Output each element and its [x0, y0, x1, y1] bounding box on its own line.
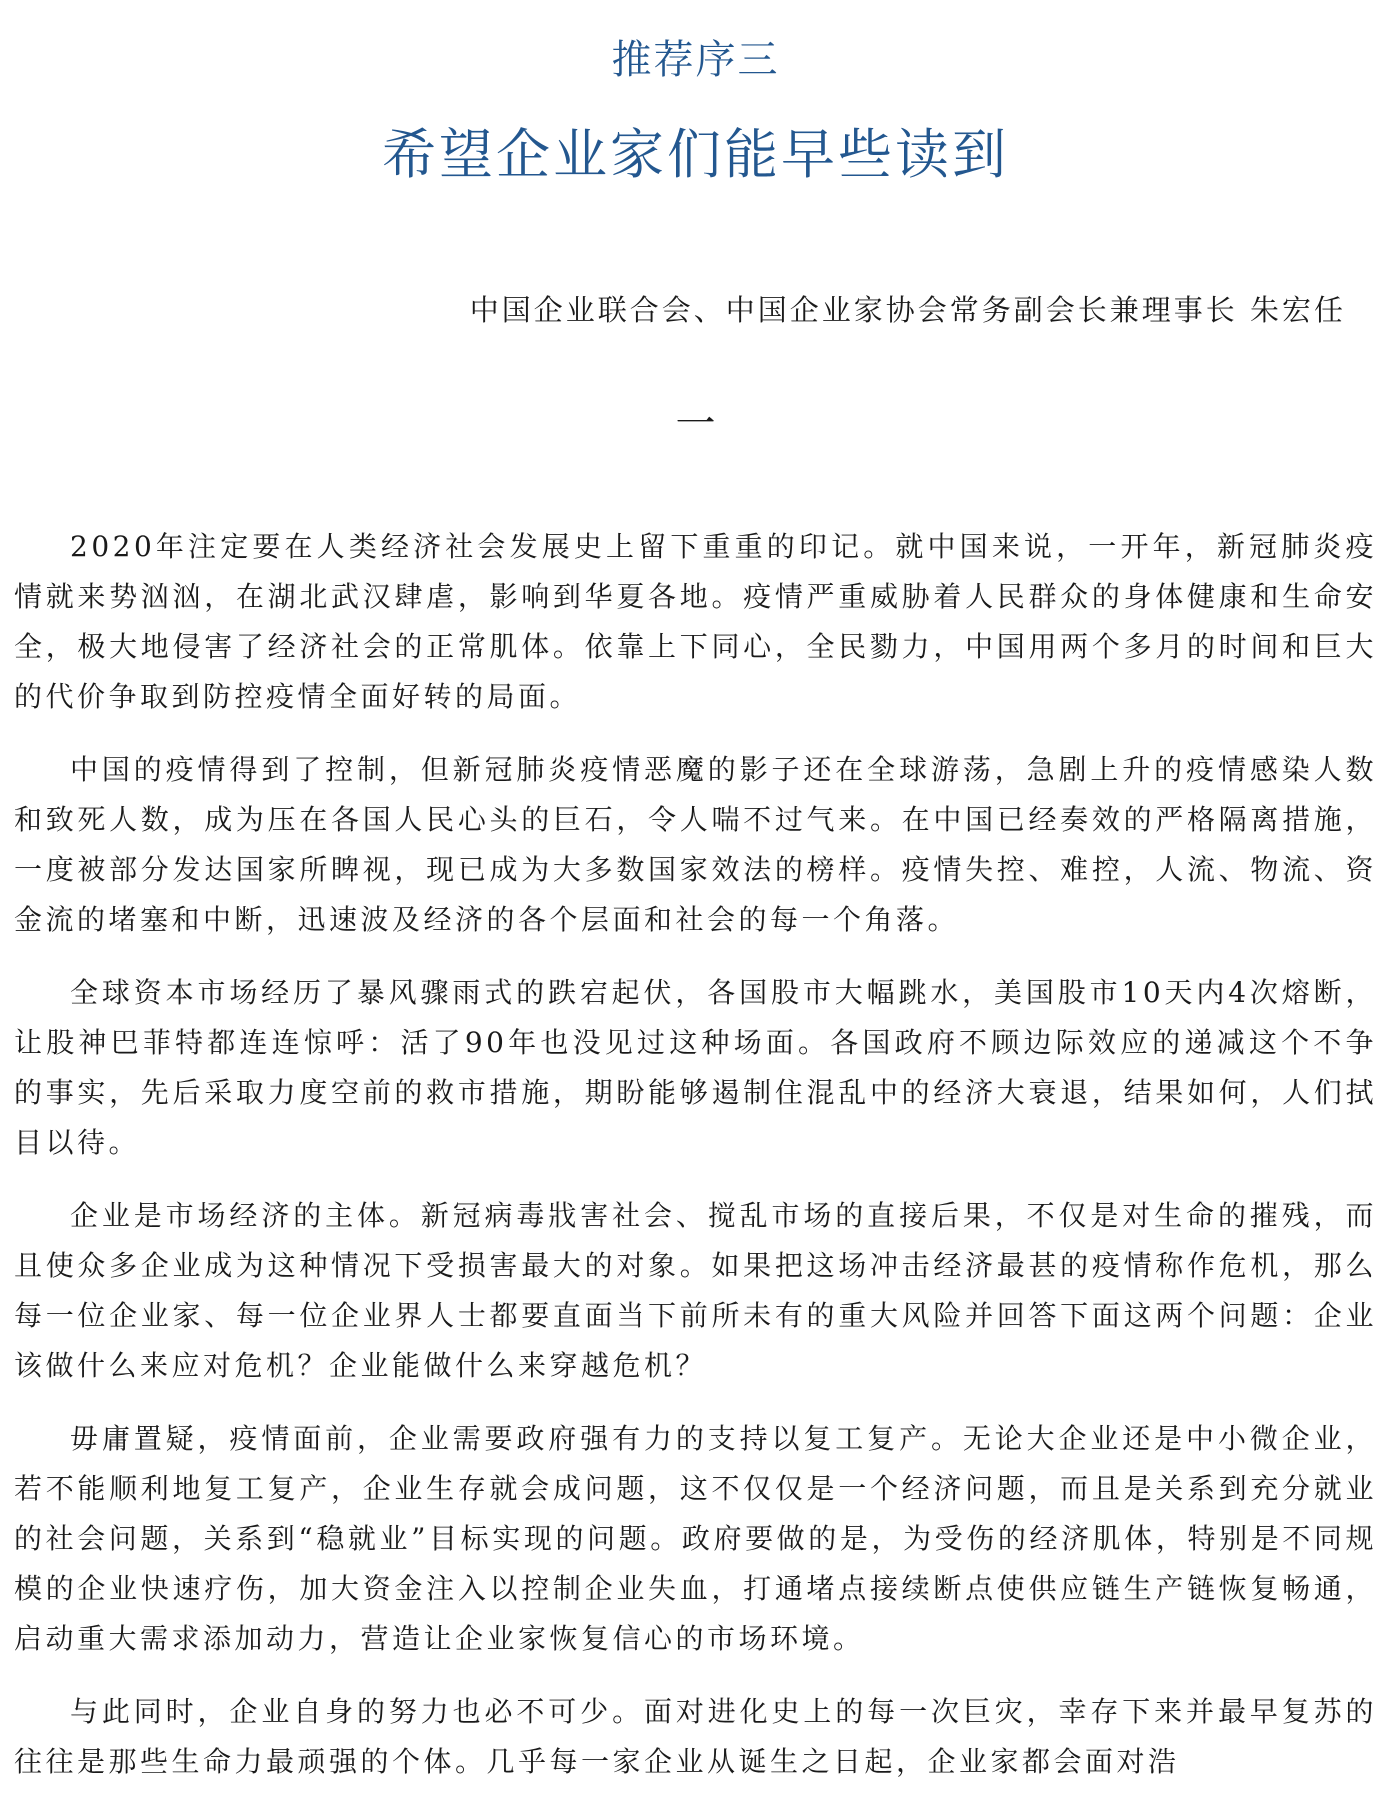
paragraph: 毋庸置疑，疫情面前，企业需要政府强有力的支持以复工复产。无论大企业还是中小微企业，若不能顺利地复工复产，企业生存就会成问题，这不仅仅是一个经济问题，而且是关系到充分就业的社会问题，关系到“稳就业”目标实现的问题。政府要做的是，为受伤的经济肌体，特别是不同规模的企业快速疗伤，加大资金注入以控制企业失血，打通堵点接续断点使供应链生产链恢复畅通，启动重大需求添加动力，营造让企业家恢复信心的市场环境。 — [14, 1422, 1377, 1655]
body-text — [14, 522, 1377, 1810]
paragraph: 企业是市场经济的主体。新冠病毒戕害社会、搅乱市场的直接后果，不仅是对生命的摧残，而且使众多企业成为这种情况下受损害最大的对象。如果把这场冲击经济最甚的疫情称作危机，那么每一位企业家、每一位企业界人士都要直面当下前所未有的重大风险并回答下面这两个问题：企业该做什么来应对危机？企业能做什么来穿越危机？ — [14, 1199, 1377, 1382]
section-number: 一 — [675, 401, 716, 447]
preface-label: 推荐序三 — [611, 37, 780, 83]
paragraph: 与此同时，企业自身的努力也必不可少。面对进化史上的每一次巨灾，幸存下来并最早复苏的往往是那些生命力最顽强的个体。几乎每一家企业从诞生之日起，企业家都会面对浩 — [14, 1695, 1377, 1778]
author-byline: 中国企业联合会、中国企业家协会常务副会长兼理事长 朱宏任 — [469, 293, 1346, 327]
paragraph: 中国的疫情得到了控制，但新冠肺炎疫情恶魔的影子还在全球游荡，急剧上升的疫情感染人数和致死人数，成为压在各国人民心头的巨石，令人喘不过气来。在中国已经奏效的严格隔离措施，一度被部分发达国家所睥视，现已成为大多数国家效法的榜样。疫情失控、难控，人流、物流、资金流的堵塞和中断，迅速波及经济的各个层面和社会的每一个角落。 — [14, 753, 1377, 936]
page-title: 希望企业家们能早些读到 — [382, 123, 1009, 186]
paragraph: 2020年注定要在人类经济社会发展史上留下重重的印记。就中国来说，一开年，新冠肺炎疫情就来势汹汹，在湖北武汉肆虐，影响到华夏各地。疫情严重威胁着人民群众的身体健康和生命安全，极大地侵害了经济社会的正常肌体。依靠上下同心，全民勠力，中国用两个多月的时间和巨大的代价争取到防控疫情全面好转的局面。 — [14, 530, 1377, 713]
paragraph: 全球资本市场经历了暴风骤雨式的跌宕起伏，各国股市大幅跳水，美国股市10天内4次熔断，让股神巴菲特都连连惊呼：活了90年也没见过这种场面。各国政府不顾边际效应的递减这个不争的事实，先后采取力度空前的救市措施，期盼能够遏制住混乱中的经济大衰退，结果如何，人们拭目以待。 — [14, 976, 1377, 1159]
